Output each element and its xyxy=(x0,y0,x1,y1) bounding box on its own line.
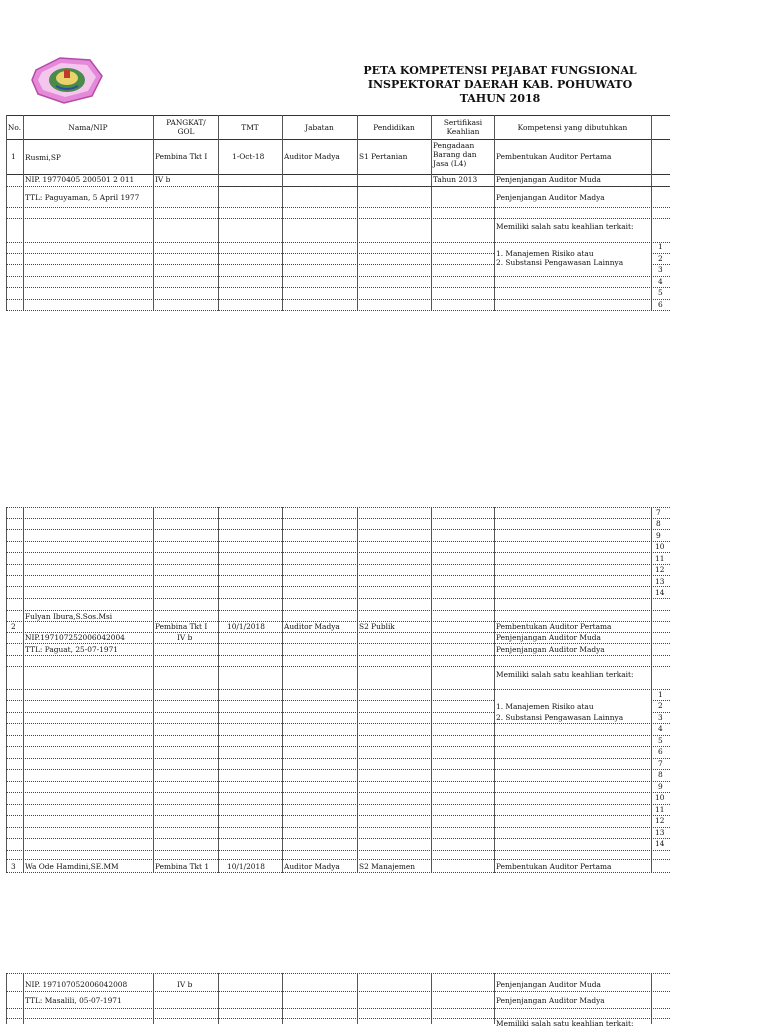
expertise-header: Memiliki salah satu keahlian terkait: xyxy=(496,1019,634,1028)
expertise-item-2: 2. Substansi Pengawasan Lainnya xyxy=(496,713,624,722)
employee-1-nip: NIP. 19770405 200501 2 011 xyxy=(25,175,135,184)
employee-3-rank: Pembina Tkt 1 xyxy=(155,862,210,871)
employee-2-no: 2 xyxy=(11,622,16,631)
col-header-tmt: TMT xyxy=(241,123,259,132)
col-header-education: Pendidikan xyxy=(373,123,415,132)
competency-3: Penjenjangan Auditor Madya xyxy=(496,193,605,202)
row-number: 7 xyxy=(656,508,661,517)
employee-3-education: S2 Manajemen xyxy=(359,862,416,871)
col-header-competencies: Kompetensi yang dibutuhkan xyxy=(517,123,628,132)
competency-3: Penjenjangan Auditor Madya xyxy=(496,996,605,1005)
title-line-1: PETA KOMPETENSI PEJABAT FUNGSIONAL xyxy=(363,64,637,77)
competency-1: Pembentukan Auditor Pertama xyxy=(496,152,612,161)
row-number: 2 xyxy=(658,254,663,263)
employee-3-tmt: 10/1/2018 xyxy=(227,862,265,871)
col-header-position: Jabatan xyxy=(305,123,334,132)
row-number: 5 xyxy=(658,288,663,297)
competency-2: Penjenjangan Auditor Muda xyxy=(496,980,601,989)
row-number: 8 xyxy=(656,519,661,528)
employee-3-position: Auditor Madya xyxy=(284,862,340,871)
row-number: 14 xyxy=(655,588,665,597)
expertise-header: Memiliki salah satu keahlian terkait: xyxy=(496,222,634,231)
regency-logo xyxy=(30,56,104,104)
employee-2-gol: IV b xyxy=(177,633,193,642)
employee-1-no: 1 xyxy=(11,152,16,161)
expertise-item-2: 2. Substansi Pengawasan Lainnya xyxy=(496,258,624,267)
row-number: 3 xyxy=(658,713,663,722)
employee-1-position: Auditor Madya xyxy=(284,152,340,161)
employee-1-name: Rusmi,SP xyxy=(25,153,61,162)
row-number: 6 xyxy=(658,300,663,309)
employee-2-education: S2 Publik xyxy=(359,622,395,631)
employee-3-name: Wa Ode Hamdini,SE.MM xyxy=(25,862,119,871)
row-number: 1 xyxy=(658,690,663,699)
employee-2-ttl: TTL: Paguat, 25-07-1971 xyxy=(25,645,118,654)
row-number: 13 xyxy=(655,577,665,586)
competency-2: Penjenjangan Auditor Muda xyxy=(496,633,601,642)
competency-1: Pembentukan Auditor Pertama xyxy=(496,622,612,631)
row-number: 1 xyxy=(658,242,663,251)
title-line-3: TAHUN 2018 xyxy=(459,92,541,105)
competency-1: Pembentukan Auditor Pertama xyxy=(496,862,612,871)
row-number: 12 xyxy=(655,565,665,574)
row-number: 4 xyxy=(658,724,663,733)
row-number: 2 xyxy=(658,701,663,710)
row-number: 3 xyxy=(658,265,663,274)
employee-1-certification: Pengadaan Barang dan Jasa (L4) xyxy=(433,141,477,168)
employee-2-nip: NIP.197107252006042004 xyxy=(25,633,125,642)
expertise-item-1: 1. Manajemen Risiko atau xyxy=(496,249,594,258)
logo-emblem-icon xyxy=(30,56,104,104)
row-number: 7 xyxy=(658,759,663,768)
row-number: 12 xyxy=(655,816,665,825)
employee-2-position: Auditor Madya xyxy=(284,622,340,631)
employee-3-ttl: TTL: Masalili, 05-07-1971 xyxy=(25,996,122,1005)
employee-3-nip: NIP. 197107052006042008 xyxy=(25,980,128,989)
col-header-no: No. xyxy=(7,123,22,132)
row-number: 11 xyxy=(655,805,665,814)
row-number: 11 xyxy=(655,554,665,563)
row-number: 14 xyxy=(655,839,665,848)
row-number: 4 xyxy=(658,277,663,286)
row-number: 9 xyxy=(656,531,661,540)
employee-1-tmt: 1-Oct-18 xyxy=(232,152,265,161)
row-number: 6 xyxy=(658,747,663,756)
row-number: 10 xyxy=(655,542,665,551)
employee-1-cert-year: Tahun 2013 xyxy=(433,175,478,184)
row-number: 5 xyxy=(658,736,663,745)
employee-1-ttl: TTL: Paguyaman, 5 April 1977 xyxy=(25,193,140,202)
employee-1-gol: IV b xyxy=(155,175,171,184)
row-number: 10 xyxy=(655,793,665,802)
title-line-2: INSPEKTORAT DAERAH KAB. POHUWATO xyxy=(367,78,633,91)
expertise-item-1: 1. Manajemen Risiko atau xyxy=(496,702,594,711)
employee-1-education: S1 Pertanian xyxy=(359,152,408,161)
expertise-header: Memiliki salah satu keahlian terkait: xyxy=(496,670,634,679)
employee-2-tmt: 10/1/2018 xyxy=(227,622,265,631)
employee-1-rank: Pembina Tkt I xyxy=(155,152,208,161)
competency-3: Penjenjangan Auditor Madya xyxy=(496,645,605,654)
row-number: 8 xyxy=(658,770,663,779)
row-number: 9 xyxy=(658,782,663,791)
employee-3-no: 3 xyxy=(11,862,16,871)
col-header-name: Nama/NIP xyxy=(68,123,108,132)
col-header-certification: Sertifikasi Keahlian xyxy=(443,118,483,136)
employee-2-rank: Pembina Tkt I xyxy=(155,622,208,631)
row-number: 13 xyxy=(655,828,665,837)
competency-2: Penjenjangan Auditor Muda xyxy=(496,175,601,184)
employee-3-gol: IV b xyxy=(177,980,193,989)
employee-2-name: Fulyan Ibura,S.Sos.Msi xyxy=(25,612,113,621)
col-header-rank: PANGKAT/ GOL xyxy=(166,118,206,136)
